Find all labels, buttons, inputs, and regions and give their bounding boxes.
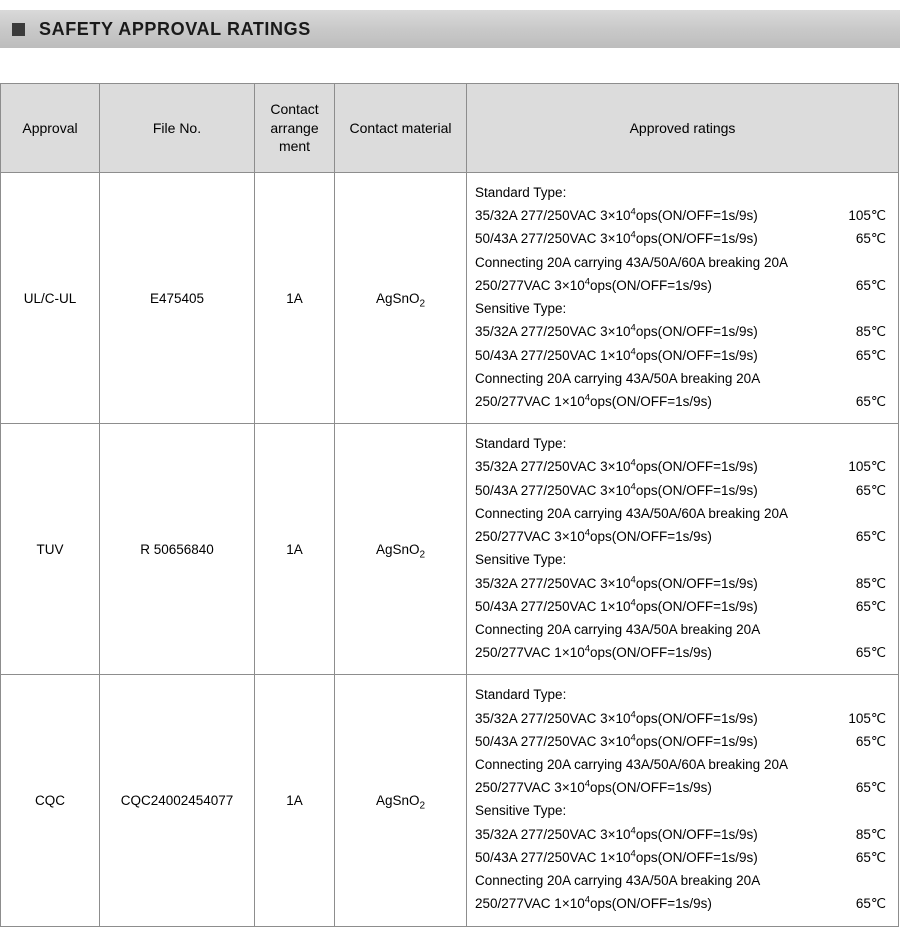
rating-text: Connecting 20A carrying 43A/50A/60A breaking 20A (475, 757, 788, 773)
rating-temperature: 65℃ (855, 393, 886, 409)
exponent: 4 (630, 709, 636, 721)
rating-text: 250/277VAC $3\times 10^4ops(ON/OFF=1s/9s)$ (475, 276, 712, 293)
exponent: 4 (630, 574, 636, 585)
cell-approved-ratings (467, 424, 899, 675)
rating-text: 35/32A 277/250VAC $3\times 10^4ops(ON/OFF=1s/9s)$ (475, 825, 758, 842)
page-title: SAFETY APPROVAL RATINGS (39, 18, 311, 39)
rating-line (475, 548, 886, 571)
rating-temperature: 65℃ (855, 529, 886, 545)
exponent: 4 (630, 346, 636, 358)
rating-temperature: 65℃ (855, 896, 886, 912)
rating-temperature: 65℃ (855, 849, 886, 865)
contact-material-text: AgSnO (375, 290, 420, 306)
exponent: 4 (630, 322, 636, 334)
rating-text: 50/43A 277/250VAC $1\times 10^4ops(ON/OFF=1s/9s)$ (475, 597, 758, 614)
cell-contact-arrangement: 1A (255, 675, 335, 926)
cell-file-no: E475405 (100, 173, 255, 424)
table-row (1, 675, 899, 926)
rating-line (475, 455, 886, 478)
exponent: 4 (630, 481, 636, 493)
rating-temperature: 65℃ (855, 598, 886, 614)
rating-text: 250/277VAC $3\times 10^4ops(ON/OFF=1s/9s)$ (475, 527, 712, 545)
cell-approval: UL/C-UL (1, 173, 100, 424)
contact-material-subscript: 2 (419, 549, 426, 561)
rating-line (475, 479, 886, 502)
cell-file-no: R 50656840 (100, 424, 255, 675)
rating-temperature: 65℃ (855, 645, 886, 661)
column-header-contact-arrangement: Contact arrange ment (255, 84, 335, 173)
rating-temperature: 65℃ (855, 780, 886, 796)
rating-temperature: 105℃ (848, 459, 886, 475)
rating-text: 50/43A 277/250VAC $3\times 10^4ops(ON/OFF=1s/9s)$ (475, 229, 758, 247)
table-header-row (1, 84, 899, 173)
rating-text: Connecting 20A carrying 43A/50A breaking 20A (475, 621, 761, 637)
rating-text: Sensitive Type: (475, 803, 567, 819)
cell-approval: CQC (1, 675, 100, 926)
rating-text: 250/277VAC $1\times 10^4ops(ON/OFF=1s/9s)$ (475, 392, 712, 409)
cell-approval: TUV (1, 424, 100, 675)
contact-material-subscript: 2 (419, 800, 426, 812)
rating-line (475, 525, 886, 548)
rating-text: Standard Type: (475, 185, 567, 200)
rating-text: 250/277VAC $3\times 10^4ops(ON/OFF=1s/9s)$ (475, 778, 712, 796)
rating-text: Connecting 20A carrying 43A/50A breaking 20A (475, 873, 761, 889)
exponent: 4 (630, 848, 636, 860)
rating-line (475, 274, 886, 297)
rating-text: 50/43A 277/250VAC $3\times 10^4ops(ON/OFF=1s/9s)$ (475, 481, 758, 498)
rating-line (475, 251, 886, 274)
rating-temperature: 105℃ (848, 710, 886, 726)
rating-line (475, 823, 886, 846)
cell-file-no: CQC24002454077 (100, 675, 255, 926)
cell-contact-material (335, 424, 467, 675)
cell-contact-arrangement: 1A (255, 424, 335, 675)
rating-line (475, 641, 886, 664)
rating-line (475, 181, 886, 204)
contact-material-text: AgSnO (375, 541, 420, 557)
rating-line (475, 730, 886, 753)
rating-temperature: 65℃ (855, 482, 886, 498)
exponent: 4 (584, 392, 591, 404)
rating-line (475, 753, 886, 776)
rating-text: 35/32A 277/250VAC $3\times 10^4ops(ON/OFF=1s/9s)$ (475, 574, 758, 591)
rating-line (475, 707, 886, 730)
rating-line (475, 204, 886, 227)
rating-text: 250/277VAC $1\times 10^4ops(ON/OFF=1s/9s)$ (475, 643, 712, 661)
rating-line (475, 683, 886, 706)
rating-temperature: 65℃ (855, 733, 886, 749)
table-row (1, 173, 899, 424)
exponent: 4 (630, 825, 636, 837)
section-header (0, 10, 900, 48)
rating-line (475, 297, 886, 320)
rating-temperature: 65℃ (855, 277, 886, 293)
rating-text: 35/32A 277/250VAC $3\times 10^4ops(ON/OFF=1s/9s)$ (475, 457, 758, 475)
exponent: 4 (630, 732, 636, 744)
rating-line (475, 846, 886, 869)
black-square-icon (12, 23, 25, 36)
rating-line (475, 892, 886, 915)
rating-temperature: 85℃ (855, 826, 886, 842)
rating-line (475, 595, 886, 618)
rating-temperature: 85℃ (855, 575, 886, 591)
cell-contact-material (335, 173, 467, 424)
contact-material-text: AgSnO (375, 792, 420, 808)
cell-contact-material (335, 675, 467, 926)
rating-line (475, 320, 886, 343)
column-header-approval: Approval (1, 84, 100, 173)
rating-text: Connecting 20A carrying 43A/50A/60A breaking 20A (475, 505, 788, 521)
rating-line (475, 869, 886, 892)
rating-text: 50/43A 277/250VAC $1\times 10^4ops(ON/OFF=1s/9s)$ (475, 346, 758, 363)
rating-temperature: 85℃ (855, 324, 886, 340)
rating-text: Connecting 20A carrying 43A/50A/60A breaking 20A (475, 254, 788, 270)
rating-text: Standard Type: (475, 436, 567, 452)
rating-line (475, 572, 886, 595)
rating-line (475, 502, 886, 525)
rating-text: 35/32A 277/250VAC $3\times 10^4ops(ON/OFF=1s/9s)$ (475, 709, 758, 726)
exponent: 4 (630, 597, 636, 609)
rating-line (475, 618, 886, 641)
rating-text: Connecting 20A carrying 43A/50A breaking 20A (475, 370, 761, 386)
cell-contact-arrangement: 1A (255, 173, 335, 424)
contact-material-subscript: 2 (419, 298, 426, 310)
rating-temperature: 105℃ (848, 208, 886, 224)
cell-approved-ratings (467, 173, 899, 424)
exponent: 4 (584, 778, 591, 790)
rating-text: 250/277VAC $1\times 10^4ops(ON/OFF=1s/9s)$ (475, 894, 712, 912)
column-header-file-no: File No. (100, 84, 255, 173)
rating-text: 50/43A 277/250VAC $3\times 10^4ops(ON/OFF=1s/9s)$ (475, 732, 758, 749)
table-row (1, 424, 899, 675)
rating-text: Standard Type: (475, 687, 567, 703)
safety-approval-ratings-table (0, 83, 899, 927)
cell-approved-ratings (467, 675, 899, 926)
exponent: 4 (630, 229, 636, 241)
rating-line (475, 432, 886, 455)
column-header-contact-material: Contact material (335, 84, 467, 173)
rating-line (475, 367, 886, 390)
rating-line (475, 227, 886, 250)
exponent: 4 (584, 643, 591, 655)
exponent: 4 (584, 276, 591, 288)
rating-line (475, 776, 886, 799)
exponent: 4 (584, 527, 591, 539)
rating-text: Sensitive Type: (475, 552, 567, 568)
rating-temperature: 65℃ (855, 231, 886, 247)
rating-text: 35/32A 277/250VAC $3\times 10^4ops(ON/OFF=1s/9s)$ (475, 206, 758, 224)
rating-temperature: 65℃ (855, 347, 886, 363)
rating-line (475, 390, 886, 413)
rating-line (475, 344, 886, 367)
rating-text: 50/43A 277/250VAC $1\times 10^4ops(ON/OFF=1s/9s)$ (475, 848, 758, 865)
rating-line (475, 799, 886, 822)
exponent: 4 (630, 206, 636, 218)
table-body (1, 173, 899, 927)
rating-text: Sensitive Type: (475, 301, 567, 317)
rating-text: 35/32A 277/250VAC $3\times 10^4ops(ON/OFF=1s/9s)$ (475, 322, 758, 340)
exponent: 4 (630, 457, 636, 469)
column-header-approved-ratings: Approved ratings (467, 84, 899, 173)
exponent: 4 (584, 894, 591, 906)
